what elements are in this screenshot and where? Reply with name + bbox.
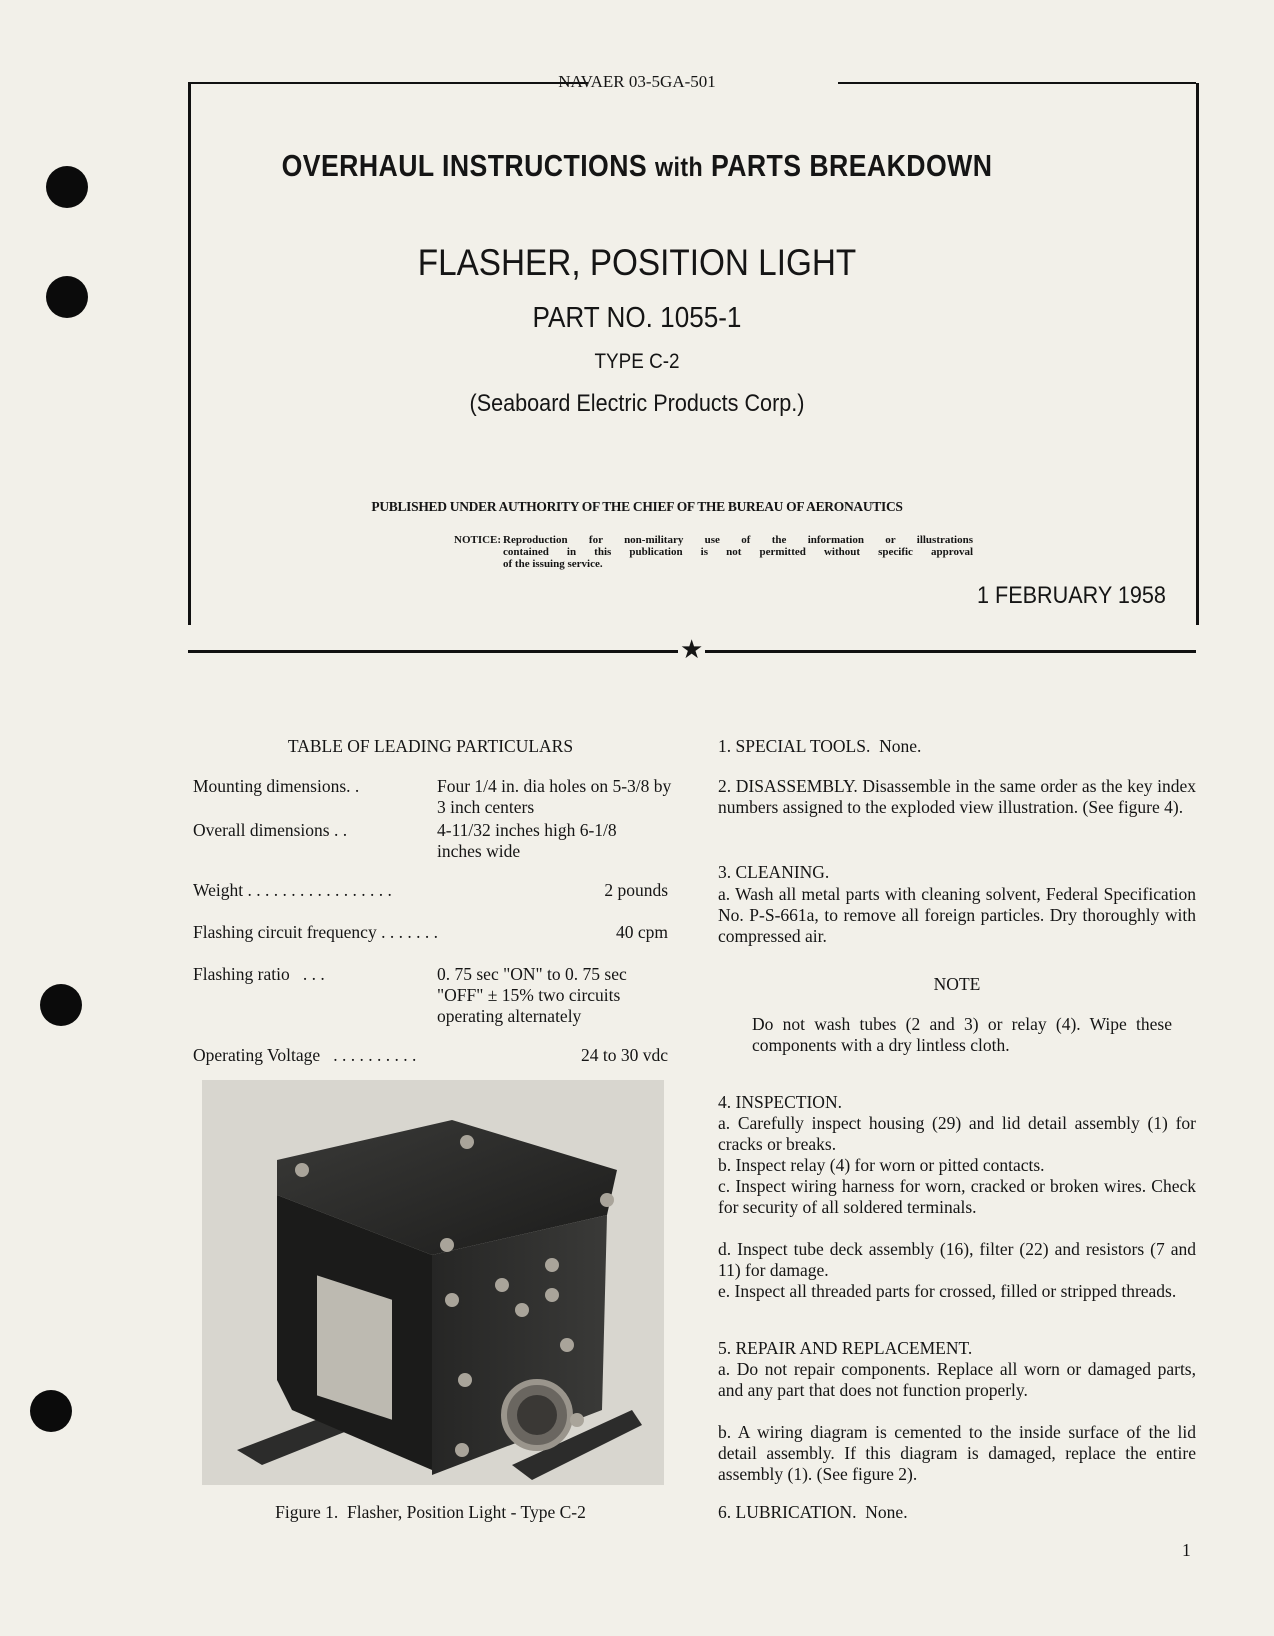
row-label: Flashing ratio . . .: [193, 964, 325, 984]
divider: [188, 650, 678, 653]
notice-line: of the issuing service.: [503, 558, 603, 570]
punch-hole: [46, 166, 88, 208]
notice-line: Reproduction for non-military use of the information or illustrations: [503, 534, 973, 546]
section-cleaning: 3. CLEANING.: [718, 862, 830, 882]
punch-hole: [30, 1390, 72, 1432]
main-title: [89, 148, 1185, 184]
part-number: PART NO. 1055-1: [532, 302, 742, 334]
divider: [705, 650, 1196, 653]
row-value: 2 pounds: [604, 880, 668, 900]
section-inspection: 4. INSPECTION.: [718, 1092, 842, 1112]
section-repair: 5. REPAIR AND REPLACEMENT.: [718, 1338, 973, 1358]
row-value: 4-11/32 inches high 6-1/8 inches wide: [437, 820, 617, 861]
row-label: Weight . . . . . . . . . . . . . . . . .: [193, 880, 392, 900]
particulars-title: TABLE OF LEADING PARTICULARS: [287, 736, 574, 756]
notice-text: [503, 534, 973, 570]
row-value: 0. 75 sec "ON" to 0. 75 sec "OFF" ± 15% two circuits operating alternately: [437, 964, 627, 1026]
section-special-tools: 1. SPECIAL TOOLS. None.: [718, 736, 922, 756]
nameplate: [317, 1275, 392, 1419]
repair-step-b: b. A wiring diagram is cemented to the inside surface of the lid detail assembly. If this diagram is damaged, replace the entire assembly (1). (See figure 2).: [718, 1422, 1196, 1484]
punch-hole: [40, 984, 82, 1026]
item-title: FLASHER, POSITION LIGHT: [417, 242, 857, 283]
document-number: NAVAER 03-5GA-501: [558, 72, 716, 91]
inspection-step-e: e. Inspect all threaded parts for crossed, filled or stripped threads.: [718, 1281, 1177, 1301]
authority-statement: PUBLISHED UNDER AUTHORITY OF THE CHIEF OF THE BUREAU OF AERONAUTICS: [371, 499, 903, 514]
type: TYPE C-2: [594, 350, 680, 373]
page-number: 1: [1182, 1540, 1191, 1560]
main-title-with: with: [654, 152, 704, 182]
note-text: Do not wash tubes (2 and 3) or relay (4). Wipe these components with a dry lintless cloth.: [752, 1014, 1172, 1055]
publication-date: 1 FEBRUARY 1958: [977, 582, 1166, 609]
row-label: Flashing circuit frequency . . . . . . .: [193, 922, 438, 942]
manufacturer: (Seaboard Electric Products Corp.): [469, 390, 805, 417]
figure-1-photo: [202, 1080, 664, 1485]
repair-step-a: a. Do not repair components. Replace all worn or damaged parts, and any part that does not function properly.: [718, 1359, 1196, 1400]
row-value: 24 to 30 vdc: [580, 1045, 668, 1065]
row-label: Operating Voltage . . . . . . . . . .: [193, 1045, 417, 1065]
inspection-step-a: a. Carefully inspect housing (29) and lid detail assembly (1) for cracks or breaks.: [718, 1113, 1196, 1154]
row-label: Mounting dimensions. .: [193, 776, 360, 796]
row-value: 40 cpm: [615, 922, 668, 942]
note-title: NOTE: [933, 974, 981, 994]
notice-label: NOTICE:: [454, 534, 502, 546]
section-lubrication: 6. LUBRICATION. None.: [718, 1502, 908, 1522]
inspection-step-b: b. Inspect relay (4) for worn or pitted contacts.: [718, 1155, 1045, 1175]
section-disassembly: 2. DISASSEMBLY. Disassemble in the same order as the key index numbers assigned to the exploded view illustration. (See figure 4).: [718, 776, 1196, 817]
row-label: Overall dimensions . .: [193, 820, 348, 840]
inspection-step-c: c. Inspect wiring harness for worn, cracked or broken wires. Check for security of all soldered terminals.: [718, 1176, 1196, 1217]
row-value: Four 1/4 in. dia holes on 5-3/8 by 3 inch centers: [437, 776, 672, 817]
figure-caption: Figure 1. Flasher, Position Light - Type C-2: [275, 1502, 586, 1522]
flasher-unit-illustration: [202, 1080, 664, 1485]
main-title-a: OVERHAUL INSTRUCTIONS: [281, 148, 648, 183]
cleaning-step-a: a. Wash all metal parts with cleaning solvent, Federal Specification No. P-S-661a, to remove all foreign particles. Dry thoroughly with compressed air.: [718, 884, 1196, 946]
inspection-step-d: d. Inspect tube deck assembly (16), filter (22) and resistors (7 and 11) for damage.: [718, 1239, 1196, 1280]
star-icon: ★: [680, 635, 704, 665]
notice-line: contained in this publication is not permitted without specific approval: [503, 546, 973, 558]
main-title-b: PARTS BREAKDOWN: [710, 148, 993, 183]
